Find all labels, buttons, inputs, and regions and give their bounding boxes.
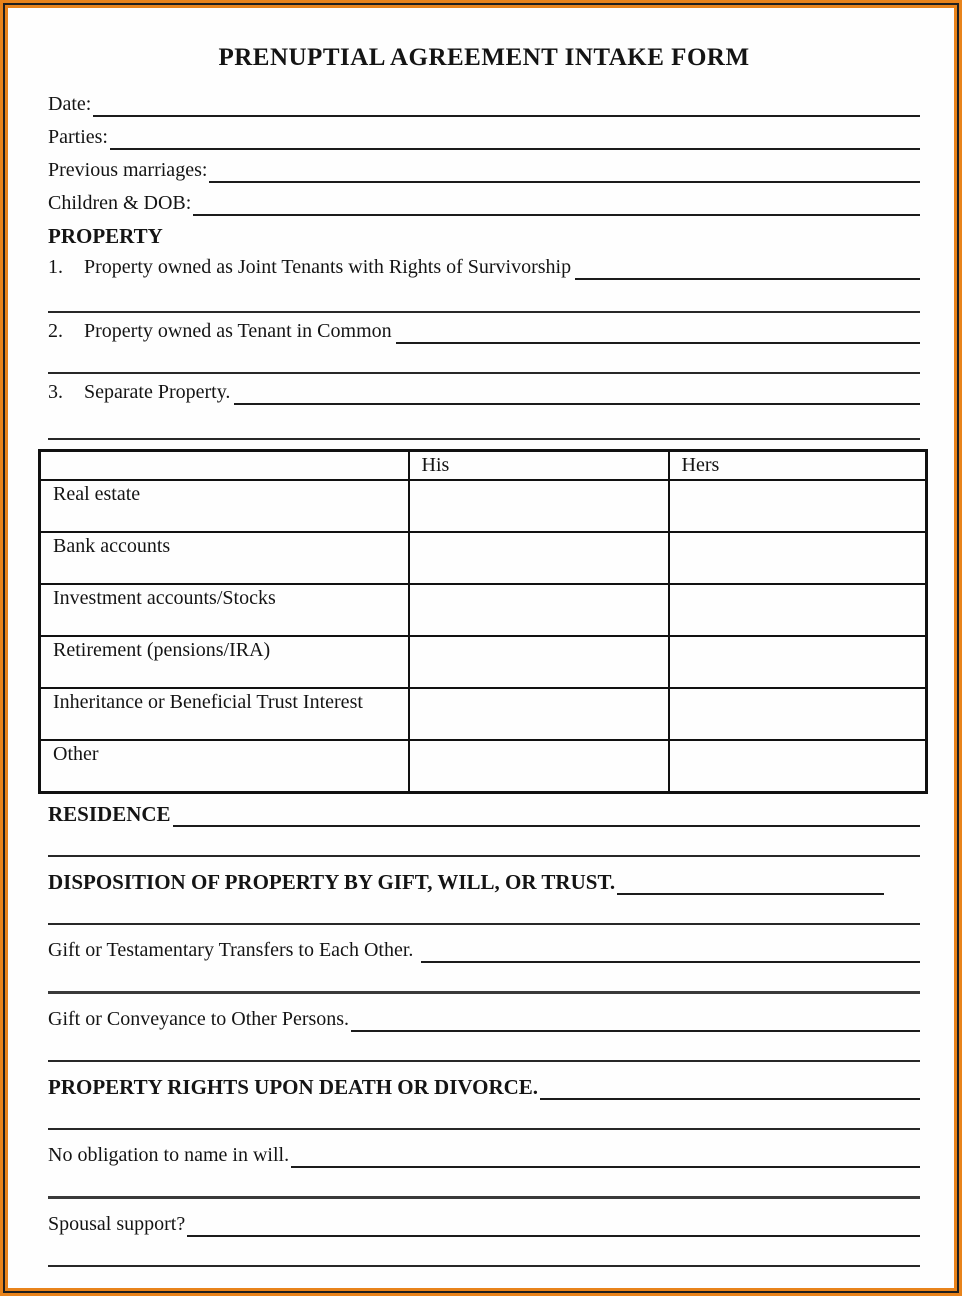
property-item-3-label: Separate Property. (84, 381, 231, 403)
page-border-middle (3, 3, 959, 1293)
cell-inheritance-his[interactable] (409, 688, 669, 740)
cell-other-hers[interactable] (669, 740, 927, 793)
spousal-support-label: Spousal support? (48, 1213, 186, 1235)
cell-retirement-his[interactable] (409, 636, 669, 688)
table-row-bank-accounts (40, 532, 927, 584)
property-item-1-input-line[interactable] (575, 251, 920, 280)
field-children-dob (48, 183, 920, 216)
property-item-2-number: 2. (48, 320, 63, 342)
death-divorce-input-line[interactable] (540, 1071, 920, 1100)
gift-testamentary-continuation-line[interactable] (48, 991, 920, 994)
cell-bank-accounts-hers[interactable] (669, 532, 927, 584)
property-item-3-number: 3. (48, 381, 63, 403)
property-item-2-continuation-line[interactable] (48, 372, 920, 374)
field-gift-testamentary (48, 930, 920, 963)
property-item-3 (48, 379, 920, 405)
field-children-dob-input-line[interactable] (193, 187, 920, 216)
field-date-input-line[interactable] (93, 88, 920, 117)
assets-table (38, 449, 928, 794)
property-item-2-label: Property owned as Tenant in Common (84, 320, 392, 342)
assets-header-hers: Hers (669, 451, 927, 481)
field-date (48, 84, 920, 117)
residence-continuation-line[interactable] (48, 855, 920, 857)
disposition-continuation-line[interactable] (48, 923, 920, 925)
form-title: PRENUPTIAL AGREEMENT INTAKE FORM (218, 44, 750, 71)
field-spousal-support (48, 1204, 920, 1237)
field-residence (48, 794, 920, 827)
property-item-1-label: Property owned as Joint Tenants with Rights of Survivorship (84, 256, 572, 278)
form-content (8, 44, 954, 1291)
assets-table-header-row (40, 451, 927, 481)
field-parties-input-line[interactable] (110, 121, 920, 150)
field-children-dob-label: Children & DOB: (48, 192, 192, 214)
row-label-real-estate: Real estate (40, 480, 409, 532)
field-gift-conveyance (48, 999, 920, 1032)
gift-testamentary-input-line[interactable] (421, 934, 920, 963)
property-item-3-input-line[interactable] (234, 376, 920, 405)
disposition-heading-row (48, 862, 920, 895)
death-divorce-heading-row (48, 1067, 920, 1100)
residence-input-line[interactable] (173, 798, 920, 827)
assets-header-his: His (409, 451, 669, 481)
death-divorce-heading-label: PROPERTY RIGHTS UPON DEATH OR DIVORCE. (48, 1075, 539, 1099)
property-item-2 (48, 318, 920, 344)
table-row-real-estate (40, 480, 927, 532)
property-item-1-number: 1. (48, 256, 63, 278)
field-parties-label: Parties: (48, 126, 108, 148)
residence-label: RESIDENCE (48, 802, 171, 826)
field-previous-marriages-label: Previous marriages: (48, 159, 208, 181)
row-label-investment-accounts: Investment accounts/Stocks (40, 584, 409, 636)
table-row-retirement (40, 636, 927, 688)
no-obligation-will-continuation-line[interactable] (48, 1196, 920, 1199)
gift-conveyance-input-line[interactable] (351, 1003, 920, 1032)
property-item-3-continuation-line[interactable] (48, 438, 920, 440)
cell-other-his[interactable] (409, 740, 669, 793)
field-no-obligation-will (48, 1135, 920, 1168)
cell-investment-accounts-hers[interactable] (669, 584, 927, 636)
cell-bank-accounts-his[interactable] (409, 532, 669, 584)
row-label-retirement: Retirement (pensions/IRA) (40, 636, 409, 688)
spousal-support-input-line[interactable] (187, 1208, 920, 1237)
gift-conveyance-continuation-line[interactable] (48, 1060, 920, 1062)
table-row-investment-accounts (40, 584, 927, 636)
row-label-inheritance: Inheritance or Beneficial Trust Interest (40, 688, 409, 740)
cell-inheritance-hers[interactable] (669, 688, 927, 740)
property-section-heading (48, 216, 920, 249)
property-heading-label: PROPERTY (48, 224, 163, 248)
assets-header-item (40, 451, 409, 481)
table-row-inheritance (40, 688, 927, 740)
property-item-1-continuation-line[interactable] (48, 311, 920, 313)
gift-testamentary-label: Gift or Testamentary Transfers to Each Other. (48, 939, 414, 961)
cell-real-estate-his[interactable] (409, 480, 669, 532)
cell-real-estate-hers[interactable] (669, 480, 927, 532)
row-label-other: Other (40, 740, 409, 793)
no-obligation-will-label: No obligation to name in will. (48, 1144, 290, 1166)
property-item-1 (48, 254, 920, 280)
death-divorce-continuation-line[interactable] (48, 1128, 920, 1130)
field-parties (48, 117, 920, 150)
property-item-2-input-line[interactable] (396, 315, 920, 344)
form-page (5, 5, 957, 1291)
field-previous-marriages (48, 150, 920, 183)
disposition-heading-label: DISPOSITION OF PROPERTY BY GIFT, WILL, OR TRUST. (48, 870, 616, 894)
spousal-support-continuation-line[interactable] (48, 1265, 920, 1267)
disposition-input-line[interactable] (617, 866, 884, 895)
field-previous-marriages-input-line[interactable] (209, 154, 920, 183)
no-obligation-will-input-line[interactable] (291, 1139, 920, 1168)
cell-retirement-hers[interactable] (669, 636, 927, 688)
table-row-other (40, 740, 927, 793)
field-date-label: Date: (48, 93, 92, 115)
row-label-bank-accounts: Bank accounts (40, 532, 409, 584)
cell-investment-accounts-his[interactable] (409, 584, 669, 636)
gift-conveyance-label: Gift or Conveyance to Other Persons. (48, 1008, 350, 1030)
